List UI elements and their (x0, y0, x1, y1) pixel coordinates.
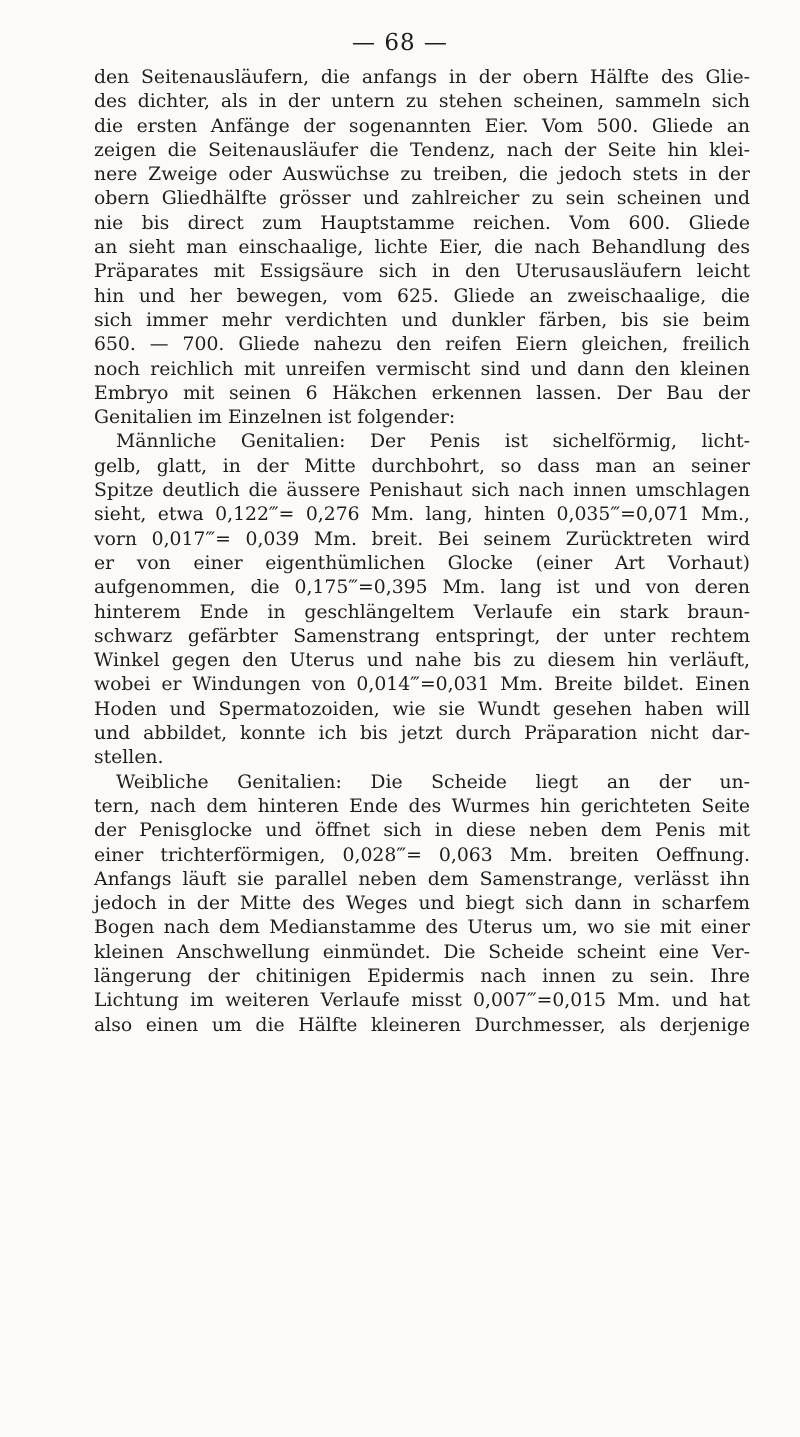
text-line: Präparates mit Essigsäure sich in den Uterusausläufern leicht (94, 261, 750, 283)
text-line: sich immer mehr verdichten und dunkler färben, bis sie beim (94, 309, 750, 331)
text-line: Anfangs läuft sie parallel neben dem Samenstrange, verlässt ihn (94, 868, 750, 890)
body-text (94, 66, 750, 1038)
text-line: kleinen Anschwellung einmündet. Die Scheide scheint eine Ver- (94, 941, 750, 963)
text-line: gelb, glatt, in der Mitte durchbohrt, so dass man an seiner (94, 455, 750, 477)
text-line: die ersten Anfänge der sogenannten Eier. Vom 500. Gliede an (94, 115, 750, 137)
text-line: tern, nach dem hinteren Ende des Wurmes hin gerichteten Seite (94, 795, 750, 817)
text-line: und abbildet, konnte ich bis jetzt durch Präparation nicht dar- (94, 723, 750, 745)
text-line: Lichtung im weiteren Verlaufe misst 0,007‴=0,015 Mm. und hat (94, 990, 750, 1012)
text-line: der Penisglocke und öffnet sich in diese neben dem Penis mit (94, 820, 750, 842)
text-line: also einen um die Hälfte kleineren Durchmesser, als derjenige (94, 1014, 750, 1036)
text-line: 650. — 700. Gliede nahezu den reifen Eiern gleichen, freilich (94, 334, 750, 356)
text-line: hin und her bewegen, vom 625. Gliede an zweischaalige, die (94, 285, 750, 307)
text-line: hinterem Ende in geschlängeltem Verlaufe ein stark braun- (94, 601, 750, 623)
text-line: stellen. (94, 747, 164, 769)
text-line: obern Gliedhälfte grösser und zahlreicher zu sein scheinen und (94, 188, 750, 210)
text-line: wobei er Windungen von 0,014‴=0,031 Mm. Breite bildet. Einen (94, 674, 750, 696)
text-line: Weibliche Genitalien: Die Scheide liegt an der un- (116, 771, 750, 793)
text-line: vorn 0,017‴= 0,039 Mm. breit. Bei seinem Zurücktreten wird (94, 528, 750, 550)
text-line: Spitze deutlich die äussere Penishaut sich nach innen umschlagen (94, 480, 750, 502)
text-line: nie bis direct zum Hauptstamme reichen. Vom 600. Gliede (94, 212, 750, 234)
text-line: er von einer eigenthümlichen Glocke (einer Art Vorhaut) (94, 552, 750, 574)
page-number-header: — 68 — (352, 30, 448, 56)
text-line: nere Zweige oder Auswüchse zu treiben, die jedoch stets in der (94, 164, 750, 186)
text-line: Hoden und Spermatozoiden, wie sie Wundt gesehen haben will (94, 698, 750, 720)
text-line: noch reichlich mit unreifen vermischt sind und dann den kleinen (94, 358, 750, 380)
text-line: des dichter, als in der untern zu stehen scheinen, sammeln sich (94, 91, 750, 113)
text-line: einer trichterförmigen, 0,028‴= 0,063 Mm. breiten Oeffnung. (94, 844, 750, 866)
text-line: Bogen nach dem Medianstamme des Uterus um, wo sie mit einer (94, 917, 750, 939)
text-line: zeigen die Seitenausläufer die Tendenz, nach der Seite hin klei- (94, 139, 750, 161)
text-line: Embryo mit seinen 6 Häkchen erkennen lassen. Der Bau der (94, 382, 750, 404)
text-line: längerung der chitinigen Epidermis nach innen zu sein. Ihre (94, 965, 750, 987)
text-line: an sieht man einschaalige, lichte Eier, die nach Behandlung des (94, 237, 750, 259)
text-line: Winkel gegen den Uterus und nahe bis zu diesem hin verläuft, (94, 650, 750, 672)
text-line: den Seitenausläufern, die anfangs in der obern Hälfte des Glie- (94, 67, 750, 88)
text-line: Männliche Genitalien: Der Penis ist sichelförmig, licht- (116, 431, 750, 453)
text-line: jedoch in der Mitte des Weges und biegt sich dann in scharfem (94, 893, 750, 915)
text-line: aufgenommen, die 0,175‴=0,395 Mm. lang ist und von deren (94, 577, 750, 599)
text-line: schwarz gefärbter Samenstrang entspringt, der unter rechtem (94, 625, 750, 647)
text-line: sieht, etwa 0,122‴= 0,276 Mm. lang, hinten 0,035‴=0,071 Mm., (94, 504, 750, 526)
text-line: Genitalien im Einzelnen ist folgender: (94, 407, 456, 429)
